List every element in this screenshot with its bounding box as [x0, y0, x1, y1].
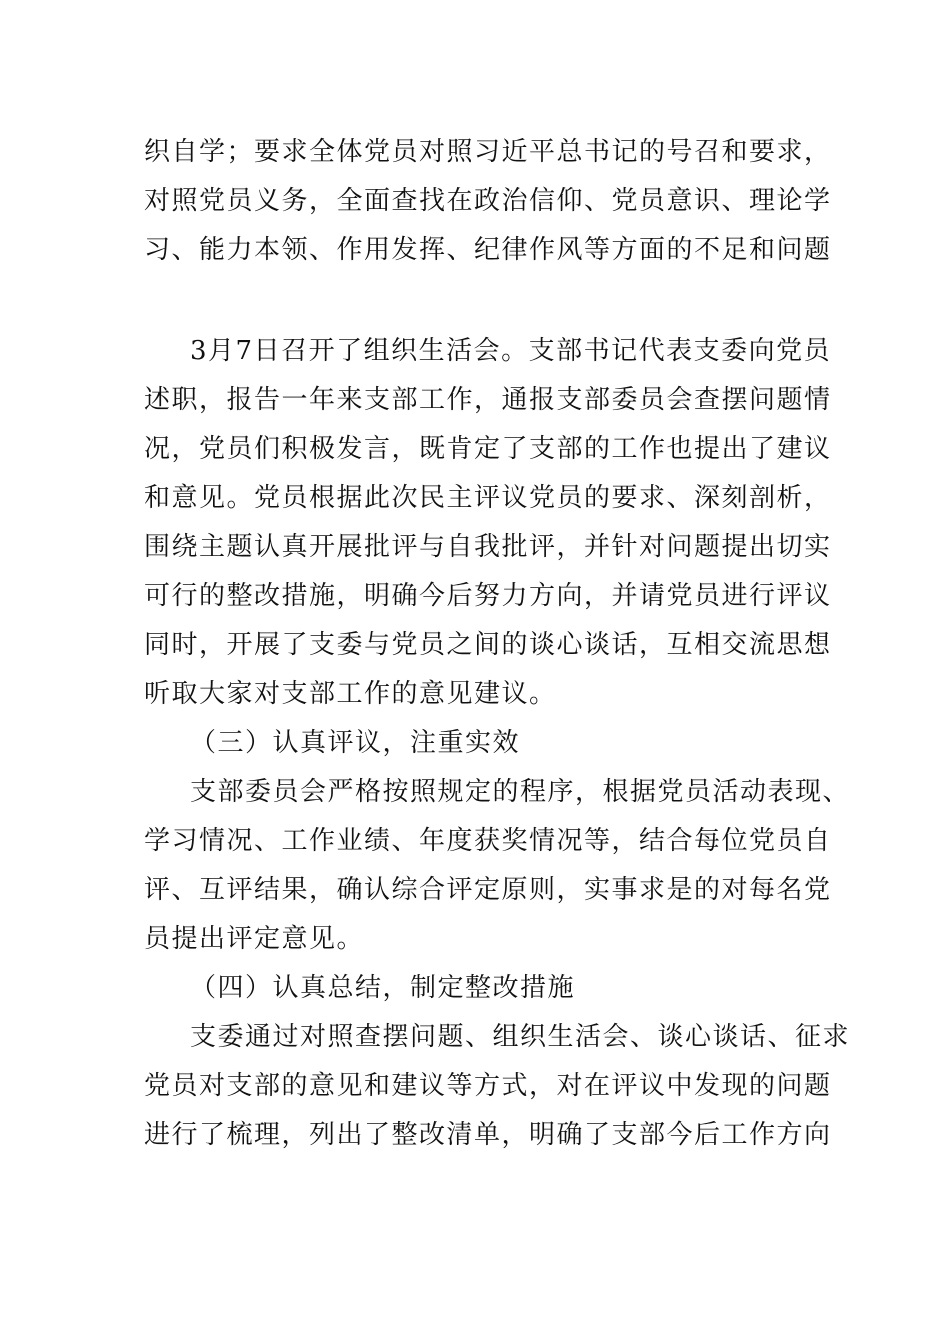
text-line: 员提出评定意见。	[144, 924, 365, 954]
text-line: 学习情况、工作业绩、年度获奖情况等，结合每位党员自	[144, 826, 832, 856]
text-line: 听取大家对支部工作的意见建议。	[144, 679, 557, 709]
section-heading: （四）认真总结，制定整改措施	[190, 973, 576, 1003]
text-line: 支部委员会严格按照规定的程序，根据党员活动表现、	[190, 777, 851, 807]
text-line: 评、互评结果，确认综合评定原则，实事求是的对每名党	[144, 875, 832, 905]
text-line: 党员对支部的意见和建议等方式，对在评议中发现的问题	[144, 1071, 832, 1101]
text-line: 同时，开展了支委与党员之间的谈心谈话，互相交流思想	[144, 630, 832, 660]
text-line: 况，党员们积极发言，既肯定了支部的工作也提出了建议	[144, 434, 832, 464]
text-line: 对照党员义务，全面查找在政治信仰、党员意识、理论学	[144, 186, 832, 216]
text-line: 3月7日召开了组织生活会。支部书记代表支委向党员	[190, 336, 832, 366]
text-line: 支委通过对照查摆问题、组织生活会、谈心谈话、征求	[190, 1022, 851, 1052]
text-line: 进行了梳理，列出了整改清单，明确了支部今后工作方向	[144, 1120, 832, 1150]
text-line: 可行的整改措施，明确今后努力方向，并请党员进行评议	[144, 581, 832, 611]
text-line: 和意见。党员根据此次民主评议党员的要求、深刻剖析，	[144, 483, 832, 513]
section-heading: （三）认真评议，注重实效	[190, 728, 521, 758]
text-line: 习、能力本领、作用发挥、纪律作风等方面的不足和问题	[144, 235, 832, 265]
text-line: 围绕主题认真开展批评与自我批评，并针对问题提出切实	[144, 532, 832, 562]
text-line: 述职，报告一年来支部工作，通报支部委员会查摆问题情	[144, 385, 832, 415]
text-line: 织自学；要求全体党员对照习近平总书记的号召和要求，	[144, 137, 832, 167]
